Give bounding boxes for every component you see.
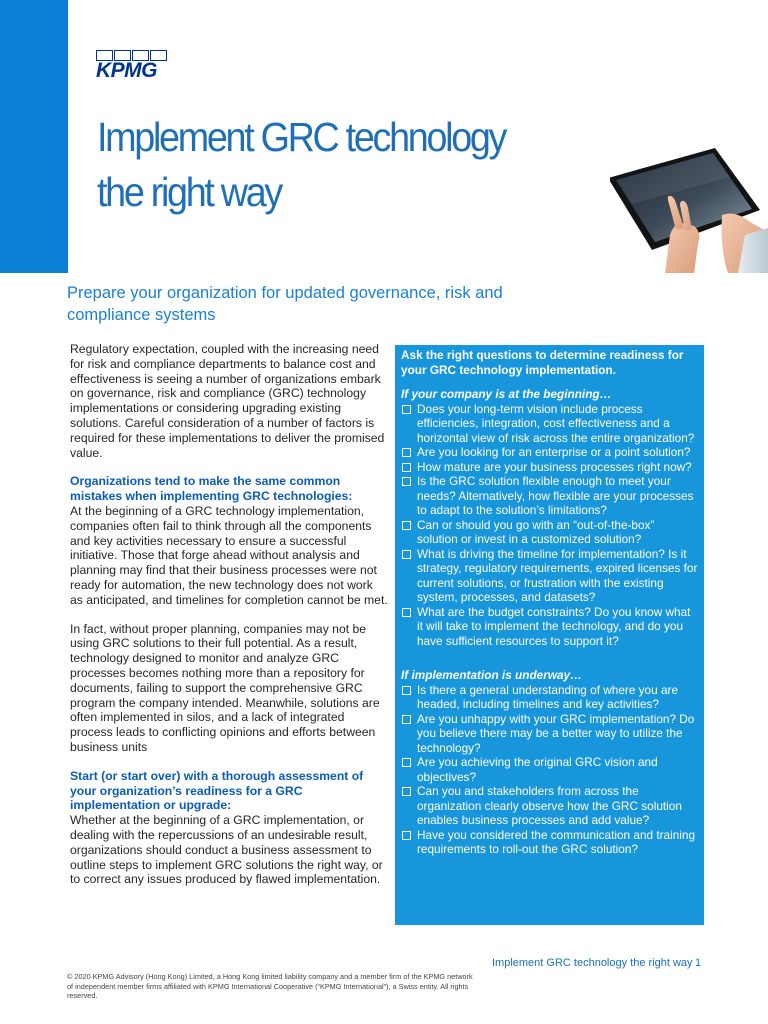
checkbox-icon	[402, 831, 411, 840]
main-column	[70, 342, 388, 901]
checkbox-icon	[402, 550, 411, 559]
list-item: Are you unhappy with your GRC implementation? Do you believe there may be a better way to utilize the technology?	[401, 712, 698, 756]
list-item: What are the budget constraints? Do you know what it will take to implement the technology, and do you have sufficient resources to support it?	[401, 605, 698, 649]
list-item: Have you considered the communication and training requirements to roll-out the GRC solution?	[401, 828, 698, 857]
list-item: How mature are your business processes right now?	[401, 460, 698, 475]
blue-accent-panel	[0, 0, 68, 273]
running-footer-title: Implement GRC technology the right way	[492, 957, 693, 969]
subtitle: Prepare your organization for updated governance, risk and compliance systems	[67, 284, 503, 324]
checkbox-icon	[402, 405, 411, 414]
checkbox-icon	[402, 463, 411, 472]
section-paragraph: At the beginning of a GRC technology implementation, companies often fail to think through all the components and key activities necessary to ensure a successful initiative. Those that forge ahead without analysis and planning may find that their business processes were not ready for automation, the new technology does not work as anticipated, and timelines for completion cannot be met.	[70, 503, 388, 607]
checkbox-icon	[402, 448, 411, 457]
section-paragraph: Whether at the beginning of a GRC implementation, or dealing with the repercussions of an undesirable result, organizations should conduct a business assessment to outline steps to implement GRC solutions the right way, or to correct any issues produced by flawed implementation.	[70, 813, 383, 887]
group-heading-beginning: If your company is at the beginning…	[401, 387, 612, 401]
group-heading-underway: If implementation is underway…	[401, 668, 582, 682]
list-item: What is driving the timeline for implementation? Is it strategy, regulatory requirements, expired licenses for current solutions, or frustration with the existing system, processes, and datasets?	[401, 547, 698, 605]
checkbox-icon	[402, 758, 411, 767]
list-item: Can or should you go with an “out-of-the-box” solution or invest in a customized solution?	[401, 518, 698, 547]
checkbox-icon	[402, 477, 411, 486]
section-heading: Start (or start over) with a thorough assessment of your organization’s readiness for a GRC implementation or upgrade:	[70, 768, 364, 813]
checkbox-icon	[402, 608, 411, 617]
section-assessment	[70, 769, 388, 887]
question-list-beginning	[401, 402, 698, 649]
section-heading: Organizations tend to make the same common mistakes when implementing GRC technologies:	[70, 474, 353, 504]
question-list-underway	[401, 683, 698, 857]
list-item: Can you and stakeholders from across the organization clearly observe how the GRC solution enables business processes and add value?	[401, 784, 698, 828]
readiness-questions-sidebar	[395, 345, 704, 925]
list-item: Does your long-term vision include process efficiencies, integration, cost effectiveness and a horizontal view of risk across the entire organization?	[401, 402, 698, 446]
document-title: Implement GRC technology the right way	[97, 114, 506, 215]
list-item: Are you achieving the original GRC vision and objectives?	[401, 755, 698, 784]
list-item: Are you looking for an enterprise or a point solution?	[401, 445, 698, 460]
intro-paragraph: Regulatory expectation, coupled with the increasing need for risk and compliance departments to balance cost and effectiveness is seeing a number of organizations embark on governance, risk and compliance (GRC) technology implementations or considering upgrading existing solutions. Careful consideration of a number of factors is required for these implementations to deliver the promised value.	[70, 342, 385, 460]
checkbox-icon	[402, 787, 411, 796]
section-paragraph: In fact, without proper planning, companies may not be using GRC solutions to their full potential. As a result, technology designed to monitor and analyze GRC processes becomes nothing more than a repository for documents, failing to support the comprehensive GRC program the company intended. Meanwhile, solutions are often implemented in silos, and a lack of integrated process leads to conflicting opinions and efforts between business units	[70, 621, 380, 754]
sidebar-heading: Ask the right questions to determine readiness for your GRC technology implementation.	[401, 348, 684, 377]
kpmg-logo	[96, 50, 176, 86]
logo-text: KPMG	[96, 59, 157, 82]
checkbox-icon	[402, 686, 411, 695]
list-item: Is there a general understanding of where you are headed, including timelines and key activities?	[401, 683, 698, 712]
list-item: Is the GRC solution flexible enough to meet your needs? Alternatively, how flexible are your processes to adapt to the solution’s limitations?	[401, 474, 698, 518]
tablet-photo	[610, 140, 768, 273]
section-mistakes	[70, 474, 388, 754]
page-number: 1	[695, 957, 702, 969]
legal-notice: © 2020 KPMG Advisory (Hong Kong) Limited, a Hong Kong limited liability company and a member firm of the KPMG network of independent member firms affiliated with KPMG International Cooperative (“KPMG International”), a Swiss entity. All rights reserved.	[67, 972, 473, 1001]
header-banner	[0, 0, 768, 273]
checkbox-icon	[402, 715, 411, 724]
checkbox-icon	[402, 521, 411, 530]
